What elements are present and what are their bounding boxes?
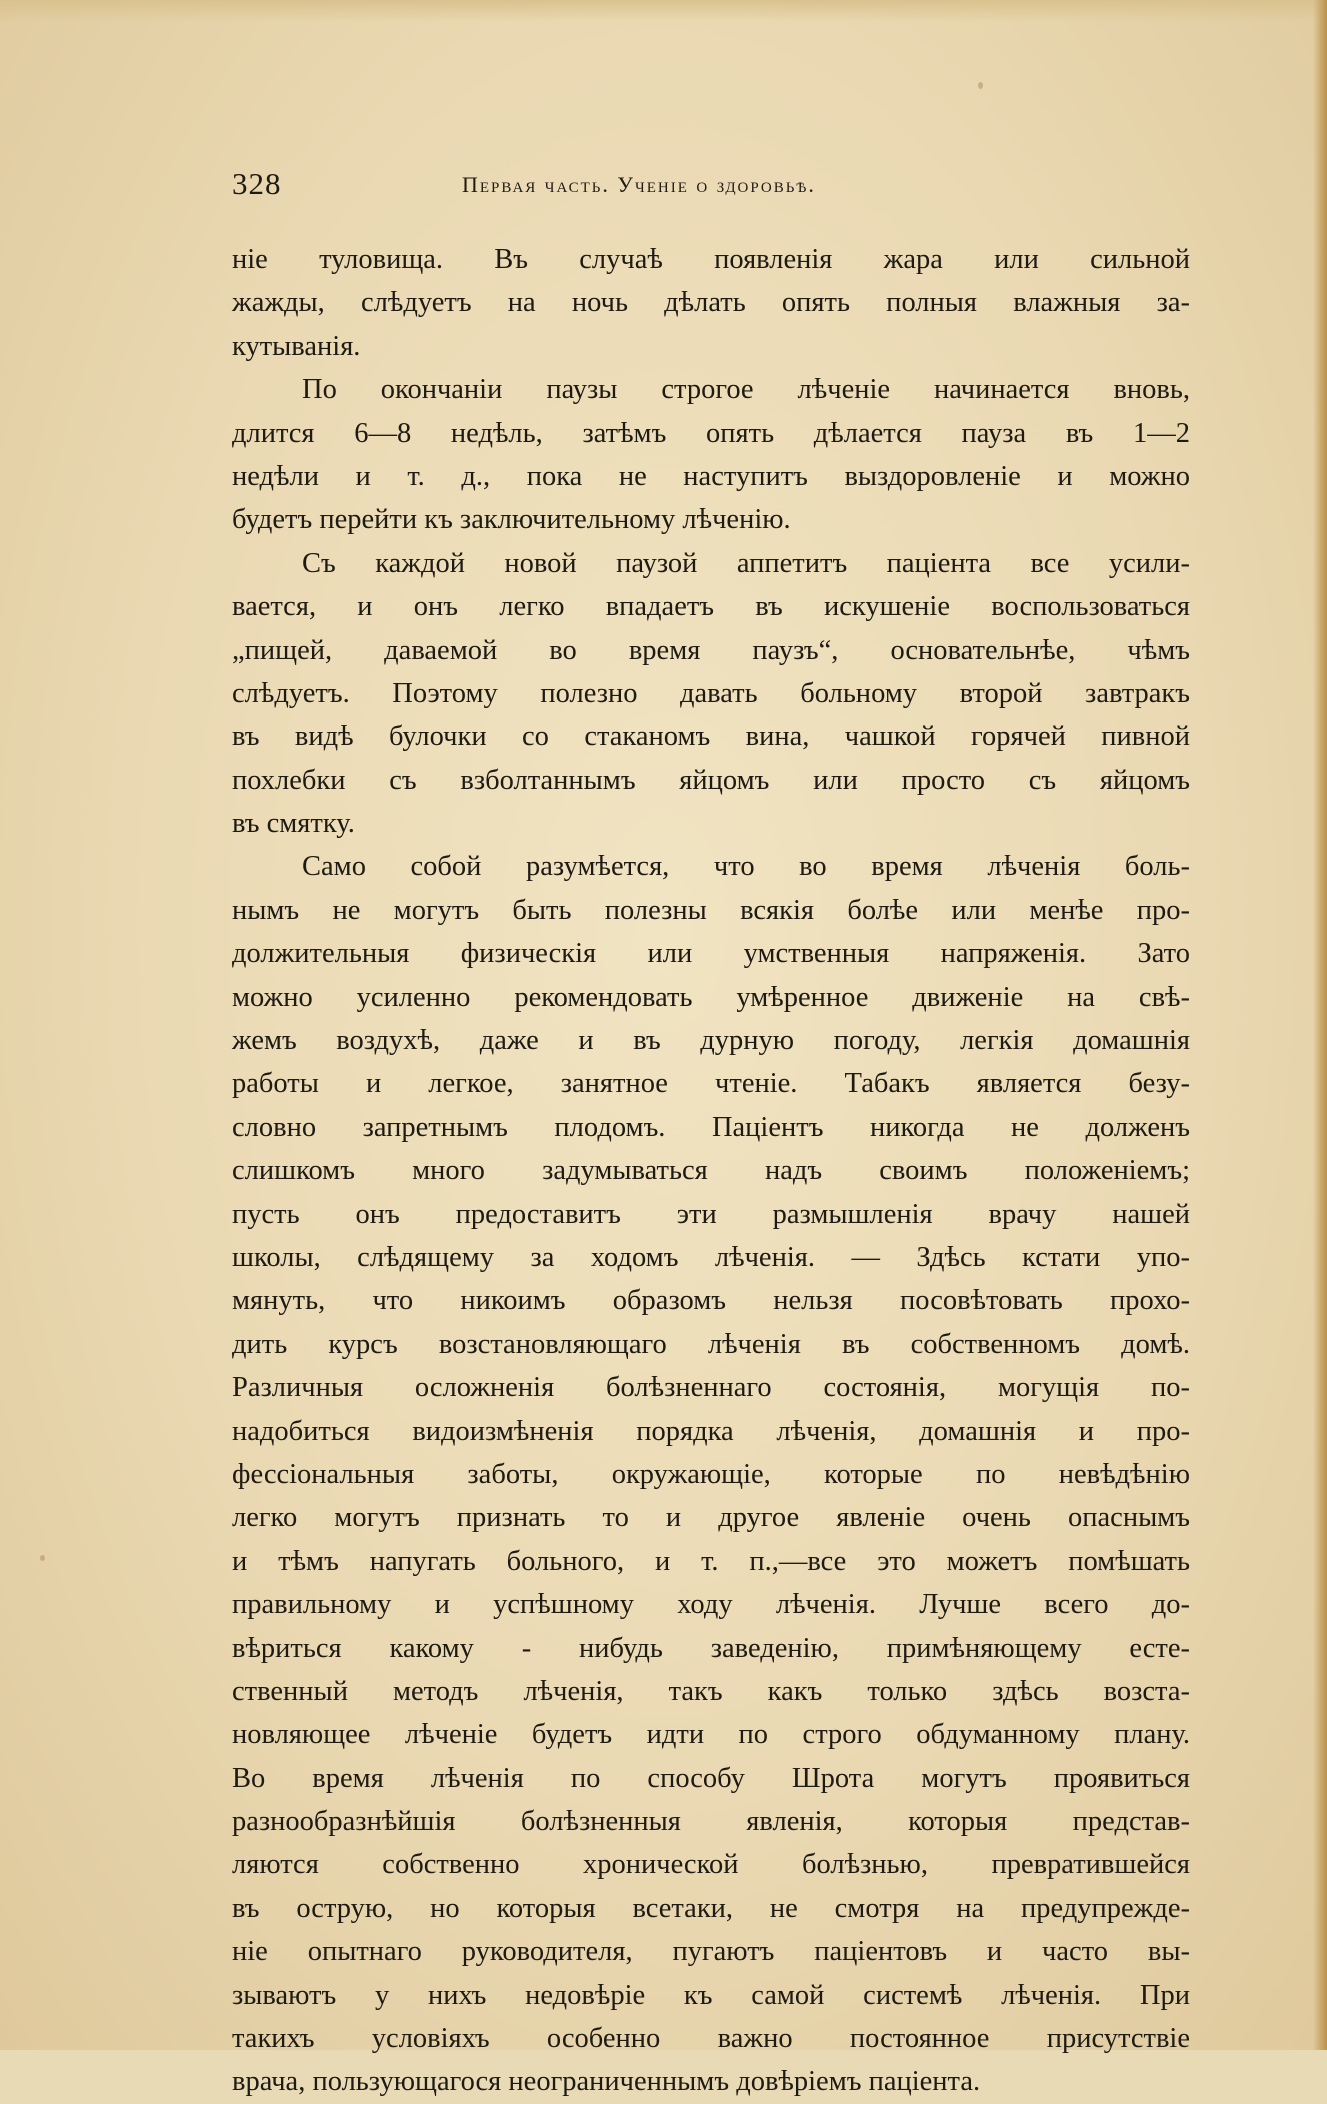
text-line: легко могутъ признать то и другое явленіе очень опаснымъ	[232, 1502, 1190, 1534]
text-line: въ острую, но которыя всетаки, не смотря на предупрежде-	[232, 1892, 1190, 1924]
text-line: кутыванія.	[232, 330, 361, 362]
text-line: длится 6—8 недѣль, затѣмъ опять дѣлается пауза въ 1—2	[232, 417, 1190, 449]
paper-spot	[40, 1555, 45, 1561]
text-line: вѣриться какому - нибудь заведенію, примѣняющему есте-	[232, 1632, 1190, 1664]
text-line: должительныя физическія или умственныя напряженія. Зато	[232, 938, 1190, 970]
text-line: можно усиленно рекомендовать умѣренное движеніе на свѣ-	[232, 981, 1190, 1013]
text-line: жемъ воздухѣ, даже и въ дурную погоду, легкія домашнія	[232, 1025, 1190, 1057]
text-line: въ смятку.	[232, 808, 355, 840]
text-line: въ видѣ булочки со стаканомъ вина, чашкой горячей пивной	[232, 721, 1190, 753]
text-line: Само собой разумѣется, что во время лѣченія боль-	[302, 851, 1190, 883]
text-line: слишкомъ много задумываться надъ своимъ положеніемъ;	[232, 1155, 1190, 1187]
text-line: фессіональныя заботы, окружающіе, которые по невѣдѣнію	[232, 1458, 1190, 1490]
text-line: будетъ перейти къ заключительному лѣченію.	[232, 504, 791, 536]
text-line: ніе туловища. Въ случаѣ появленія жара или сильной	[232, 244, 1190, 275]
text-line: надобиться видоизмѣненія порядка лѣченія, домашнія и про-	[232, 1415, 1190, 1447]
page-right-edge	[1313, 0, 1327, 2050]
text-line: нымъ не могутъ быть полезны всякія болѣе или менѣе про-	[232, 894, 1190, 926]
text-line: дить курсъ возстановляющаго лѣченія въ собственномъ домѣ.	[232, 1328, 1190, 1360]
text-line: школы, слѣдящему за ходомъ лѣченія. — Здѣсь кстати упо-	[232, 1241, 1190, 1273]
running-head: Первая часть. Ученіе о здоровьѣ.	[462, 172, 816, 197]
text-line: вается, и онъ легко впадаетъ въ искушеніе воспользоваться	[232, 591, 1190, 623]
paper-spot	[978, 82, 983, 89]
text-line: похлебки съ взболтаннымъ яйцомъ или просто съ яйцомъ	[232, 764, 1190, 796]
text-line: словно запретнымъ плодомъ. Паціентъ никогда не долженъ	[232, 1111, 1190, 1143]
text-line: новляющее лѣченіе будетъ идти по строго обдуманному плану.	[232, 1719, 1190, 1751]
text-line: зываютъ у нихъ недовѣріе къ самой системѣ лѣченія. При	[232, 1979, 1190, 2011]
text-line: слѣдуетъ. Поэтому полезно давать больному второй завтракъ	[232, 677, 1190, 709]
page-number: 328	[232, 166, 282, 201]
text-line: врача, пользующагося неограниченнымъ довѣріемъ паціента.	[232, 2066, 981, 2098]
page-header	[232, 166, 1192, 212]
page-top-shadow	[0, 0, 1327, 22]
text-line: По окончаніи паузы строгое лѣченіе начинается вновь,	[302, 374, 1190, 406]
text-line: мянуть, что никоимъ образомъ нельзя посовѣтовать прохо-	[232, 1285, 1190, 1317]
text-line: „пищей, даваемой во время паузъ“, основательнѣе, чѣмъ	[232, 634, 1190, 666]
text-line: недѣли и т. д., пока не наступитъ выздоровленіе и можно	[232, 460, 1190, 492]
text-line: пусть онъ предоставитъ эти размышленія врачу нашей	[232, 1198, 1190, 1230]
text-line: такихъ условіяхъ особенно важно постоянное присутствіе	[232, 2023, 1190, 2055]
text-line: Съ каждой новой паузой аппетитъ паціента все усили-	[302, 547, 1190, 579]
text-line: ляются собственно хронической болѣзнью, превратившейся	[232, 1849, 1190, 1881]
text-line: работы и легкое, занятное чтеніе. Табакъ является безу-	[232, 1068, 1190, 1100]
text-line: и тѣмъ напугать больного, и т. п.,—все это можетъ помѣшать	[232, 1545, 1190, 1577]
body-text	[232, 238, 1190, 2104]
text-line: Различныя осложненія болѣзненнаго состоянія, могущія по-	[232, 1372, 1190, 1404]
text-line: разнообразнѣйшія болѣзненныя явленія, которыя представ-	[232, 1806, 1190, 1838]
text-line: правильному и успѣшному ходу лѣченія. Лучше всего до-	[232, 1589, 1190, 1621]
text-line: ственный методъ лѣченія, такъ какъ только здѣсь возста-	[232, 1675, 1190, 1707]
text-line: жажды, слѣдуетъ на ночь дѣлать опять полныя влажныя за-	[232, 287, 1190, 319]
text-line: Во время лѣченія по способу Шрота могутъ проявиться	[232, 1762, 1190, 1794]
text-line: ніе опытнаго руководителя, пугаютъ паціентовъ и часто вы-	[232, 1936, 1190, 1968]
